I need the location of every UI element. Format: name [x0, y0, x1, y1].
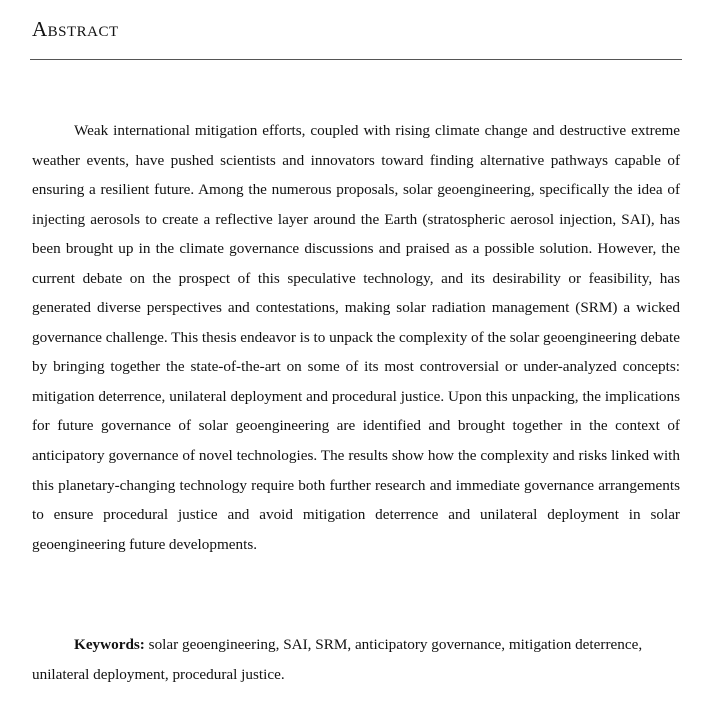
section-heading: Abstract	[32, 17, 119, 41]
abstract-paragraph: Weak international mitigation efforts, coupled with rising climate change and destructive extreme weather events, have pushed scientists and innovators toward finding alternative pathways capable of ensuring a resilient future. Among the numerous proposals, solar geoengineering, specifically the idea of injecting aerosols to create a reflective layer around the Earth (stratospheric aerosol injection, SAI), has been brought up in the climate governance discussions and praised as a possible solution. However, the current debate on the prospect of this speculative technology, and its desirability or feasibility, has generated diverse perspectives and contestations, making solar radiation management (SRM) a wicked governance challenge. This thesis endeavor is to unpack the complexity of the solar geoengineering debate by bringing together the state-of-the-art on some of its most controversial or under-analyzed concepts: mitigation deterrence, unilateral deployment and procedural justice. Upon this unpacking, the implications for future governance of solar geoengineering are identified and brought together in the context of anticipatory governance of novel technologies. The results show how the complexity and risks linked with this planetary-changing technology require both further research and immediate governance arrangements to ensure procedural justice and avoid mitigation deterrence and unilateral deployment in solar geoengineering future developments.	[32, 122, 680, 553]
heading-divider	[30, 59, 682, 60]
keywords-list: solar geoengineering, SAI, SRM, anticipatory governance, mitigation deterrence, unilateral deployment, procedural justice.	[32, 636, 643, 683]
keywords-label: Keywords:	[74, 636, 145, 653]
keywords-paragraph	[32, 630, 680, 689]
